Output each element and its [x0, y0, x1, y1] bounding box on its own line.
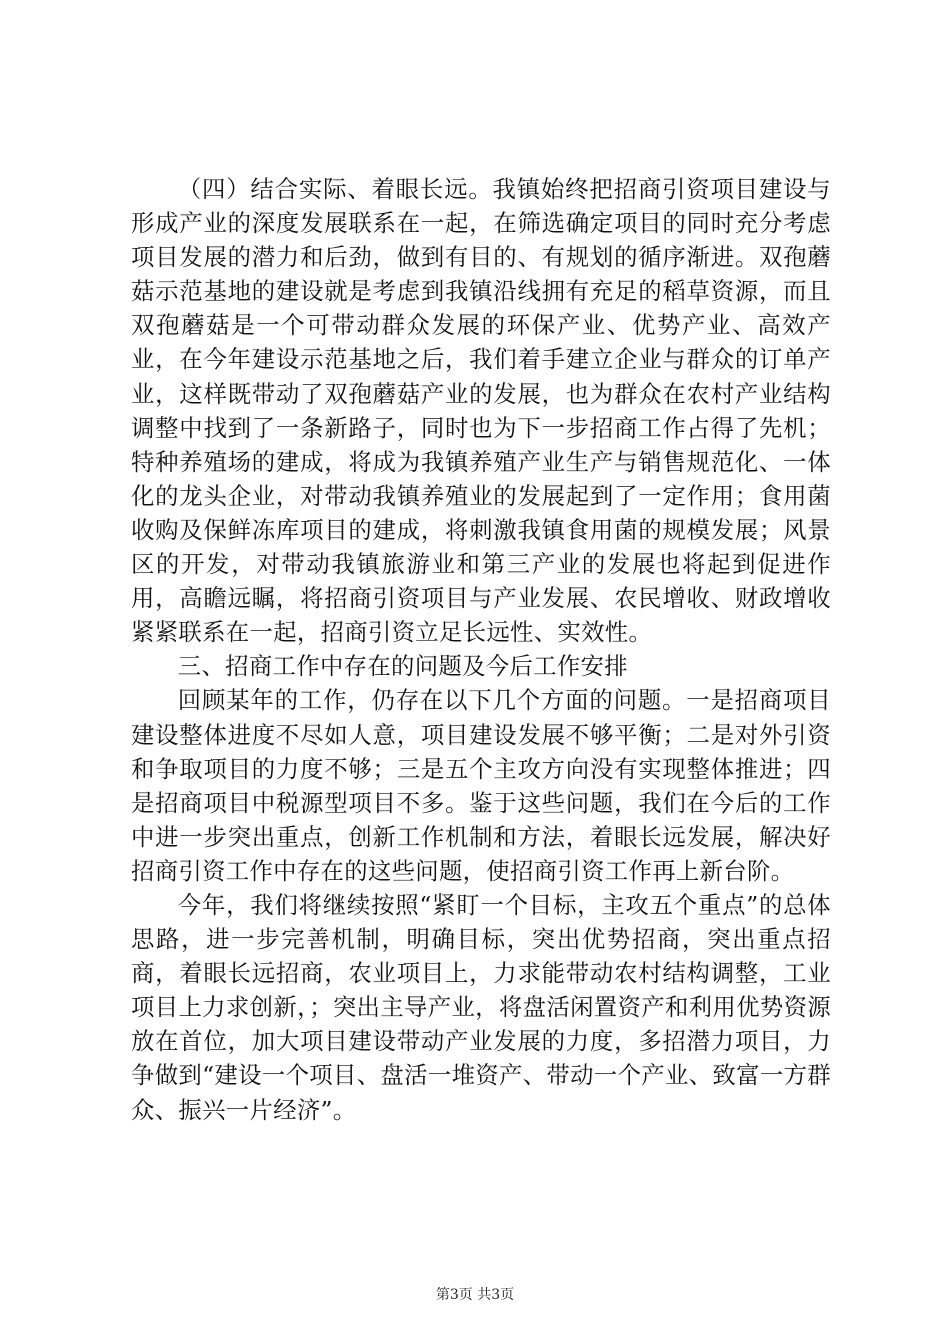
- paragraph-review: 回顾某年的工作，仍存在以下几个方面的问题。一是招商项目建设整体进度不尽如人意，项目建设发展不够平衡；二是对外引资和争取项目的力度不够；三是五个主攻方向没有实现整体推进；四是招商项目中税源型项目不多。鉴于这些问题，我们在今后的工作中进一步突出重点，创新工作机制和方法，着眼长远发展，解决好招商引资工作中存在的这些问题，使招商引资工作再上新台阶。: [131, 686, 831, 885]
- page-number-footer: 第3页 共3页: [435, 1287, 515, 1303]
- section-heading-problems: 三、招商工作中存在的问题及今后工作安排: [177, 652, 628, 681]
- paragraph-plan: 今年，我们将继续按照“紧盯一个目标，主攻五个重点”的总体思路，进一步完善机制，明确目标，突出优势招商，突出重点招商，着眼长远招商，农业项目上，力求能带动农村结构调整，工业项目上力求创新，；突出主导产业，将盘活闲置资产和利用优势资源放在首位，加大项目建设带动产业发展的力度，多招潜力项目，力争做到“建设一个项目、盘活一堆资产、带动一个产业、致富一方群众、振兴一片经济”。: [131, 890, 831, 1124]
- document-body: [131, 172, 831, 1127]
- paragraph-section-four: （四）结合实际、着眼长远。我镇始终把招商引资项目建设与形成产业的深度发展联系在一起，在筛选确定项目的同时充分考虑项目发展的潜力和后劲，做到有目的、有规划的循序渐进。双孢蘑菇示范基地的建设就是考虑到我镇沿线拥有充足的稻草资源，而且双孢蘑菇是一个可带动群众发展的环保产业、优势产业、高效产业，在今年建设示范基地之后，我们着手建立企业与群众的订单产业，这样既带动了双孢蘑菇产业的发展，也为群众在农村产业结构调整中找到了一条新路子，同时也为下一步招商工作占得了先机；特种养殖场的建成，将成为我镇养殖产业生产与销售规范化、一体化的龙头企业，对带动我镇养殖业的发展起到了一定作用；食用菌收购及保鲜冻库项目的建成，将刺激我镇食用菌的规模发展；风景区的开发，对带动我镇旅游业和第三产业的发展也将起到促进作用，高瞻远瞩，将招商引资项目与产业发展、农民增收、财政增收紧紧联系在一起，招商引资立足长远性、实效性。: [131, 175, 831, 647]
